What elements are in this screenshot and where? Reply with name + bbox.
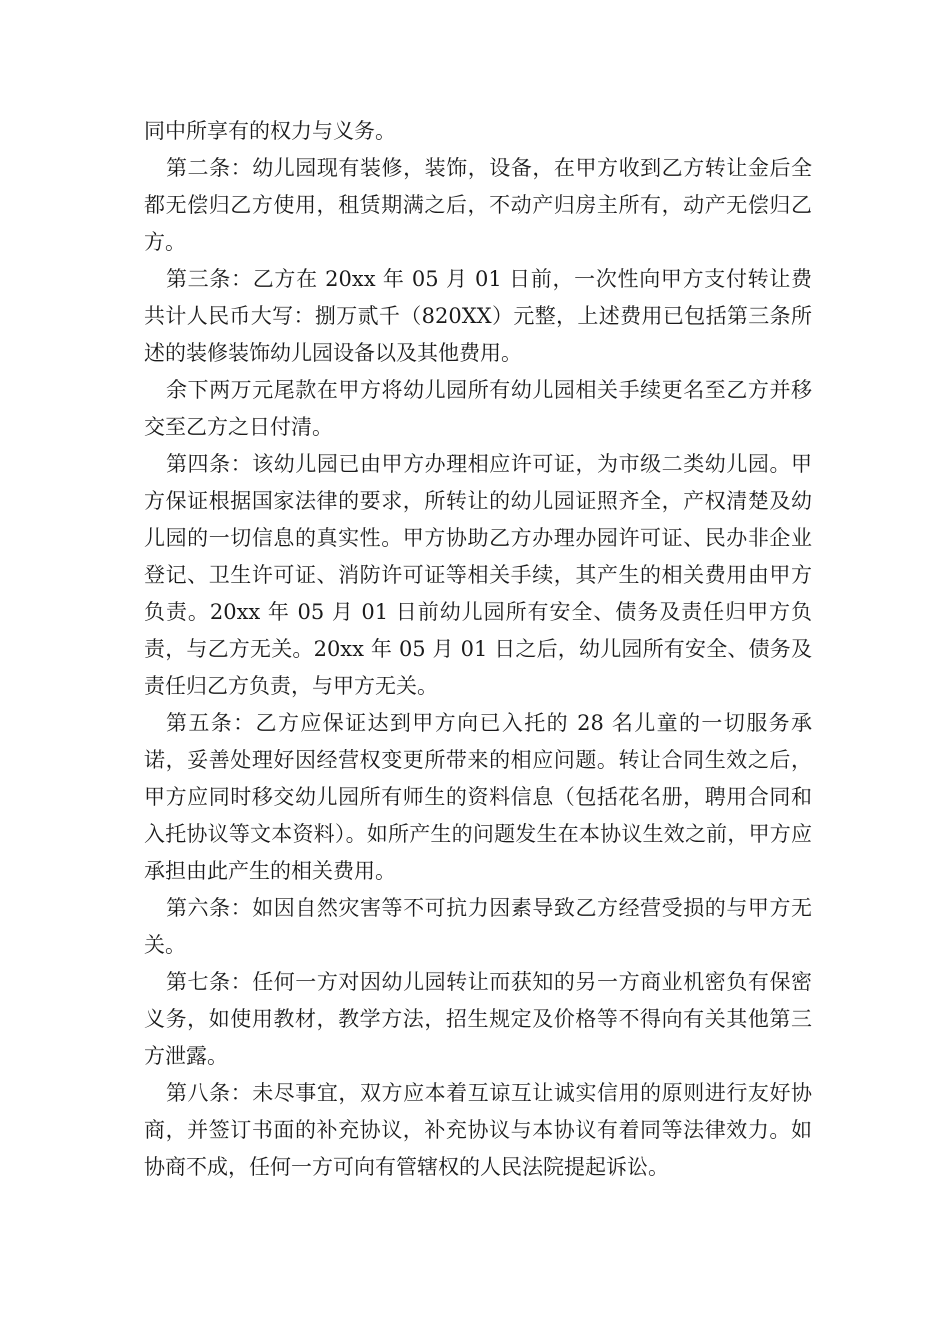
paragraph-article-8: 第八条：未尽事宜，双方应本着互谅互让诚实信用的原则进行友好协商，并签订书面的补充协议，补充协议与本协议有着同等法律效力。如协商不成，任何一方可向有管辖权的人民法院提起诉讼。	[144, 1081, 812, 1179]
paragraph-article-4: 第四条：该幼儿园已由甲方办理相应许可证，为市级二类幼儿园。甲方保证根据国家法律的要求，所转让的幼儿园证照齐全，产权清楚及幼儿园的一切信息的真实性。甲方协助乙方办理办园许可证、民办非企业登记、卫生许可证、消防许可证等相关手续，其产生的相关费用由甲方负责。20xx 年 05 月 01 日前幼儿园所有安全、债务及责任归甲方负责，与乙方无关。20xx 年 05 月 01 日之后，幼儿园所有安全、债务及责任归乙方负责，与甲方无关。	[144, 452, 812, 698]
paragraph-continuation: 同中所享有的权力与义务。	[144, 119, 396, 143]
paragraph-article-7: 第七条：任何一方对因幼儿园转让而获知的另一方商业机密负有保密义务，如使用教材，教学方法，招生规定及价格等不得向有关其他第三方泄露。	[144, 970, 812, 1068]
paragraph-article-3: 第三条：乙方在 20xx 年 05 月 01 日前，一次性向甲方支付转让费共计人民币大写：捌万贰千（820XX）元整，上述费用已包括第三条所述的装修装饰幼儿园设备以及其他费用。	[144, 267, 812, 365]
paragraph-article-6: 第六条：如因自然灾害等不可抗力因素导致乙方经营受损的与甲方无关。	[144, 896, 812, 957]
paragraph-article-2: 第二条：幼儿园现有装修，装饰，设备，在甲方收到乙方转让金后全都无偿归乙方使用，租赁期满之后，不动产归房主所有，动产无偿归乙方。	[144, 156, 812, 254]
paragraph-article-5: 第五条：乙方应保证达到甲方向已入托的 28 名儿童的一切服务承诺，妥善处理好因经营权变更所带来的相应问题。转让合同生效之后，甲方应同时移交幼儿园所有师生的资料信息（包括花名册，聘用合同和入托协议等文本资料）。如所产生的问题发生在本协议生效之前，甲方应承担由此产生的相关费用。	[144, 711, 812, 883]
document-body	[144, 113, 812, 1186]
paragraph-balance-payment: 余下两万元尾款在甲方将幼儿园所有幼儿园相关手续更名至乙方并移交至乙方之日付清。	[144, 378, 812, 439]
